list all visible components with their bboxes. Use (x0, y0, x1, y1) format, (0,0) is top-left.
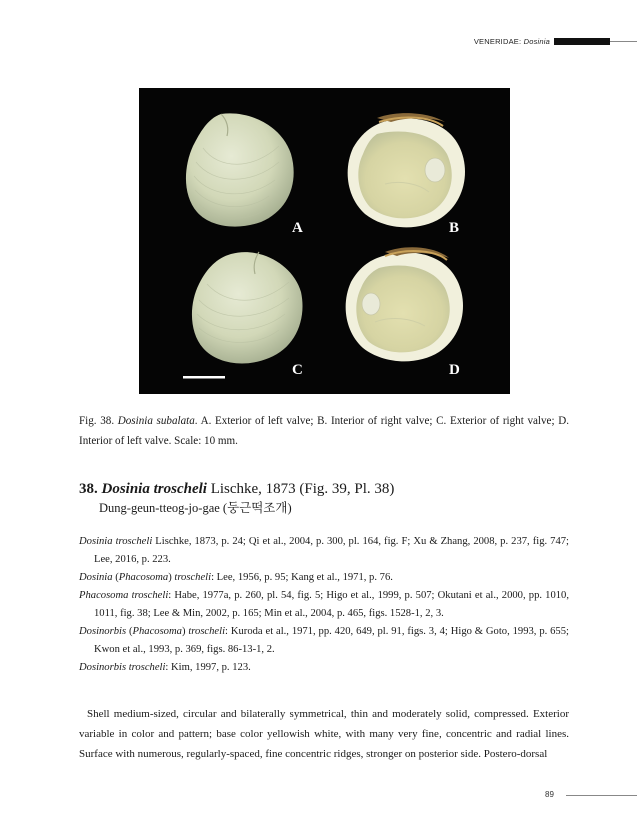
synonym-references: : Lee, 1956, p. 95; Kang et al., 1971, p. 76. (211, 572, 393, 583)
synonym-genus: Dosinia (79, 572, 113, 583)
synonym-references: : Kuroda et al., 1971, pp. 420, 649, pl. 91, figs. 3, 4; Higo & Goto, 1993, p. 655; Kwon et al., 1993, p. 369, figs. 86-13-1, 2. (94, 626, 569, 655)
shell-figure-image (139, 88, 510, 394)
synonym-name: Dosinorbis troscheli (79, 662, 166, 673)
running-header-text (474, 37, 550, 46)
species-number: 38. (79, 481, 98, 497)
species-heading (79, 479, 579, 499)
common-name: Dung-geun-tteog-jo-gae (둥근떡조개) (99, 501, 292, 515)
synonym-epithet: troscheli (188, 626, 226, 637)
shell-d-interior (346, 247, 463, 378)
synonym-references: Lischke, 1873, p. 24; Qi et al., 2004, p. 300, pl. 164, fig. F; Xu & Zhang, 2008, p. 237, fig. 747; Lee, 2016, p. 223. (94, 536, 569, 565)
shell-b-interior (348, 113, 465, 236)
header-bar (554, 38, 610, 45)
header-family: VENERIDAE: (473, 37, 522, 46)
synonymy-list (79, 533, 569, 677)
caption-text: . A. Exterior of left valve; B. Interior of right valve; C. Exterior of right valve; D. Interior of left valve. Scale: 10 mm. (79, 415, 569, 447)
panel-label-d: D (449, 362, 460, 378)
species-name: Dosinia troscheli (101, 481, 207, 497)
header-rule (610, 41, 637, 42)
running-header (0, 37, 637, 51)
panel-label-a: A (292, 220, 303, 236)
synonymy-entry (79, 533, 569, 569)
caption-species: Dosinia subalata (117, 415, 195, 427)
synonymy-entry (79, 659, 569, 677)
synonym-epithet: troscheli (174, 572, 212, 583)
species-description: Shell medium-sized, circular and bilaterally symmetrical, thin and moderately solid, compressed. Exterior variable in color and pattern; base color yellowish white, with many very fine, concentric and radial lines. Surface with numerous, regularly-spaced, fine concentric ridges, stronger on posterior side. Postero-dorsal (79, 708, 569, 760)
synonymy-entry: Dosinorbis (Phacosoma) troscheli: Kuroda et al., 1971, pp. 420, 649, pl. 91, figs. 3, 4; Higo & Goto, 1993, p. 655; Kwon et al., 1993, p. 369, figs. 86-13-1, 2. (79, 626, 569, 655)
synonym-genus: Dosinorbis (79, 626, 127, 637)
shell-a-exterior (186, 113, 303, 236)
species-authority: Lischke, 1873 (Fig. 39, Pl. 38) (206, 481, 395, 497)
shell-c-exterior (183, 252, 303, 379)
caption-fig-number: Fig. 38. (79, 415, 115, 427)
panel-label-c: C (292, 362, 303, 378)
scale-bar (183, 376, 225, 379)
footer-rule (566, 795, 637, 796)
synonymy-entry: Dosinia (Phacosoma) troscheli: Lee, 1956, p. 95; Kang et al., 1971, p. 76. (79, 572, 393, 583)
shell-figure (139, 88, 510, 394)
figure-caption (79, 411, 569, 451)
synonym-subgenus: Phacosoma (118, 572, 169, 583)
synonym-references: : Habe, 1977a, p. 260, pl. 54, fig. 5; Higo et al., 1999, p. 507; Okutani et al., 2000, pp. 1010, 1011, fig. 38; Lee & Min, 2002, p. 165; Min et al., 2004, p. 465, figs. 1528-1, 2, 3. (94, 590, 569, 619)
synonym-references: : Kim, 1997, p. 123. (165, 662, 251, 673)
synonym-subgenus: Phacosoma (132, 626, 182, 637)
header-genus: Dosinia (523, 37, 550, 46)
synonymy-entry (79, 587, 569, 623)
page-number: 89 (545, 790, 554, 799)
panel-label-b: B (449, 220, 460, 236)
synonym-name: Phacosoma troscheli (79, 590, 169, 601)
synonym-name: Dosinia troscheli (79, 536, 153, 547)
